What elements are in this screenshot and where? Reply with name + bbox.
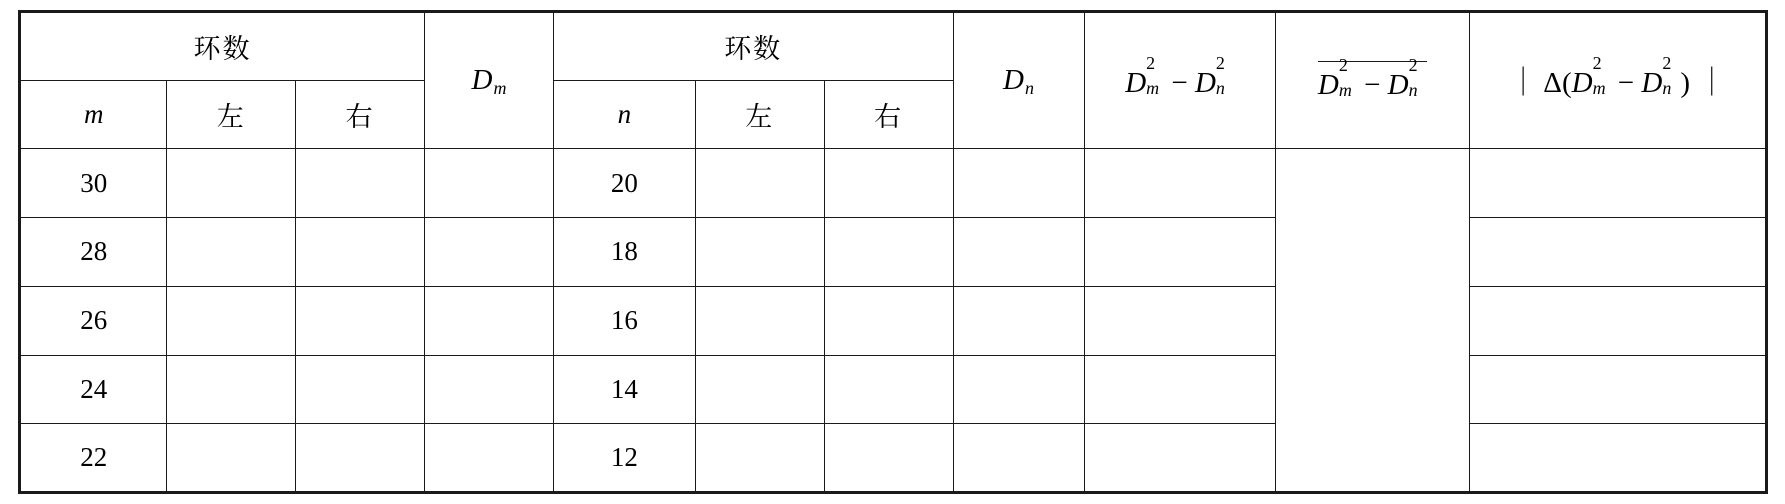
cell-m[interactable]: 28 [20,218,167,287]
cell-m[interactable]: 22 [20,424,167,493]
cell-n[interactable]: 16 [553,286,695,355]
cell-right-2[interactable] [824,218,953,287]
cell-delta-abs[interactable] [1469,149,1766,218]
header-Dm [425,12,554,149]
header-rings-group-2: 环数 [553,12,953,81]
cell-right-2[interactable] [824,149,953,218]
cell-delta-abs[interactable] [1469,218,1766,287]
cell-right-2[interactable] [824,286,953,355]
header-col-right-2: 右 [824,80,953,149]
table-row [20,424,1767,493]
cell-right-2[interactable] [824,355,953,424]
cell-Dn[interactable] [953,424,1084,493]
cell-Dm[interactable] [425,424,554,493]
cell-left-2[interactable] [695,218,824,287]
header-difference-average: D 2 m − D 2 n [1275,12,1469,149]
header-col-right-1: 右 [296,80,425,149]
cell-Dn[interactable] [953,149,1084,218]
cell-difference-average[interactable] [1275,149,1469,493]
cell-difference[interactable] [1084,355,1275,424]
cell-delta-abs[interactable] [1469,424,1766,493]
cell-left-1[interactable] [167,424,296,493]
header-rings-group-1: 环数 [20,12,425,81]
table-container [18,10,1768,494]
measurement-table [18,10,1768,494]
cell-left-2[interactable] [695,355,824,424]
table-row [20,218,1767,287]
cell-difference[interactable] [1084,424,1275,493]
header-Dm-subscript: m [493,77,507,98]
cell-left-2[interactable] [695,149,824,218]
cell-right-1[interactable] [296,424,425,493]
cell-delta-abs[interactable] [1469,286,1766,355]
cell-m[interactable]: 30 [20,149,167,218]
cell-m[interactable]: 24 [20,355,167,424]
cell-right-1[interactable] [296,149,425,218]
cell-Dm[interactable] [425,218,554,287]
header-Dm-symbol: D [471,63,493,96]
cell-left-1[interactable] [167,218,296,287]
cell-difference[interactable] [1084,149,1275,218]
cell-left-1[interactable] [167,149,296,218]
header-col-m: m [20,80,167,149]
cell-n[interactable]: 14 [553,355,695,424]
cell-n[interactable]: 18 [553,218,695,287]
table-row [20,355,1767,424]
header-col-n: n [553,80,695,149]
cell-left-2[interactable] [695,286,824,355]
header-Dn-subscript: n [1024,77,1034,98]
header-delta-abs: ｜ Δ(D 2 m − D 2 n ) ｜ [1469,12,1766,149]
header-Dn [953,12,1084,149]
cell-n[interactable]: 12 [553,424,695,493]
cell-delta-abs[interactable] [1469,355,1766,424]
header-row-1 [20,12,1767,81]
cell-Dn[interactable] [953,286,1084,355]
cell-m[interactable]: 26 [20,286,167,355]
cell-n[interactable]: 20 [553,149,695,218]
cell-right-1[interactable] [296,286,425,355]
cell-right-2[interactable] [824,424,953,493]
header-col-left-1: 左 [167,80,296,149]
cell-difference[interactable] [1084,218,1275,287]
header-col-left-2: 左 [695,80,824,149]
cell-Dn[interactable] [953,218,1084,287]
cell-left-1[interactable] [167,355,296,424]
table-row [20,149,1767,218]
cell-Dm[interactable] [425,149,554,218]
cell-left-2[interactable] [695,424,824,493]
cell-left-1[interactable] [167,286,296,355]
cell-difference[interactable] [1084,286,1275,355]
header-difference: D 2 m − D 2 n [1084,12,1275,149]
cell-right-1[interactable] [296,355,425,424]
cell-Dm[interactable] [425,355,554,424]
cell-right-1[interactable] [296,218,425,287]
cell-Dm[interactable] [425,286,554,355]
header-Dn-symbol: D [1003,63,1024,96]
cell-Dn[interactable] [953,355,1084,424]
table-row [20,286,1767,355]
